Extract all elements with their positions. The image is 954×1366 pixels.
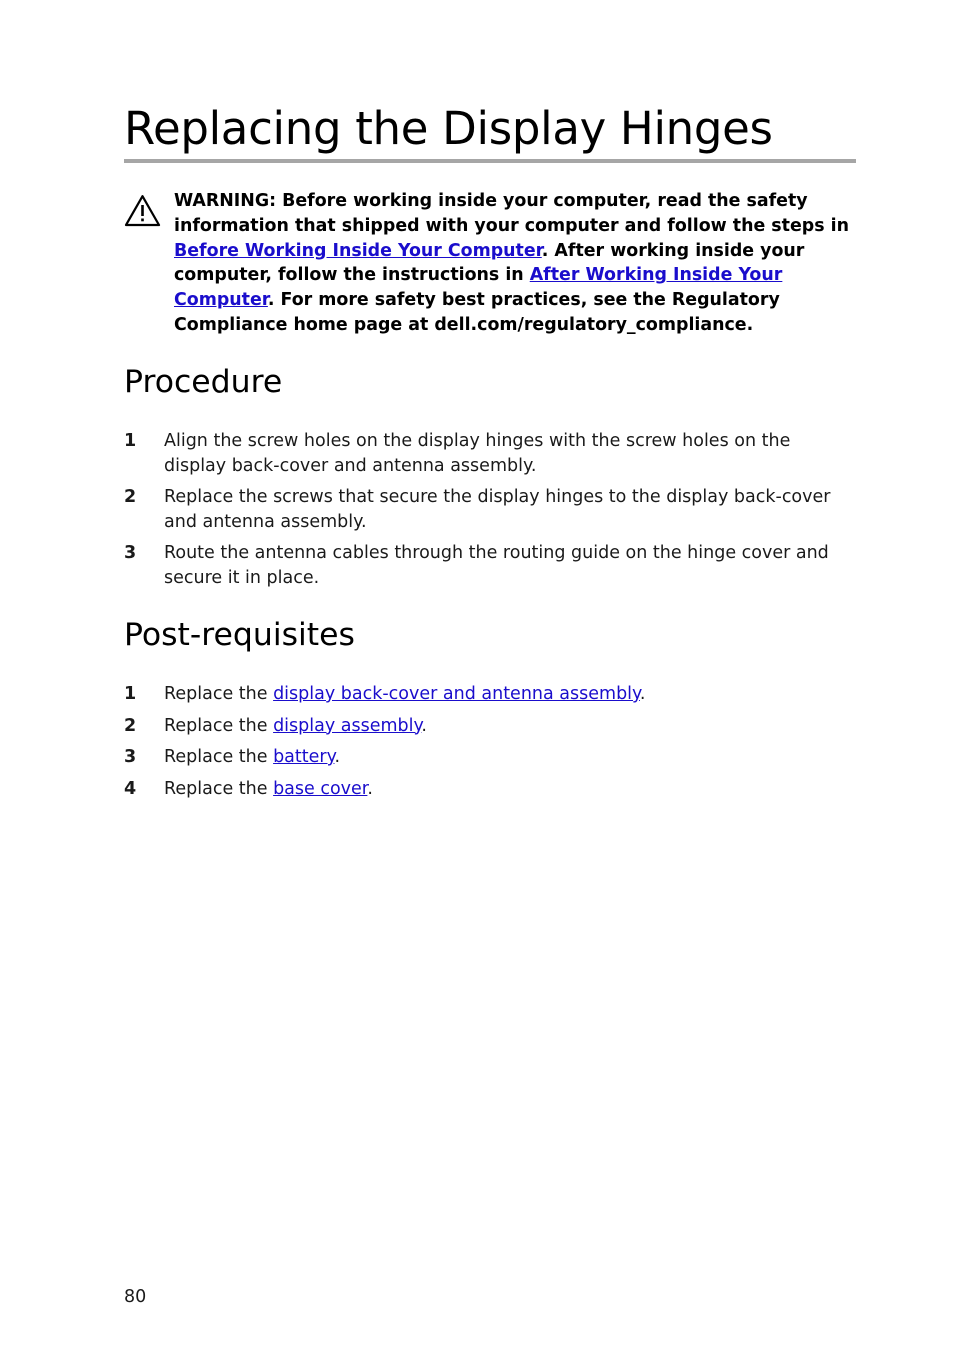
post-requisite-step	[124, 777, 844, 802]
step-text: Align the screw holes on the display hinges with the screw holes on the display back-cover and antenna assembly.	[164, 431, 791, 476]
step-number: 4	[124, 778, 137, 799]
step-number: 1	[124, 684, 137, 704]
step-text: Replace the screws that secure the display hinges to the display back-cover and antenna assembly.	[164, 487, 831, 532]
display-back-cover-link[interactable]: display back-cover and antenna assembly	[273, 684, 640, 704]
step-prefix: Replace the	[164, 778, 274, 799]
step-text: Route the antenna cables through the routing guide on the hinge cover and secure it in place.	[164, 543, 829, 588]
step-prefix: Replace the	[164, 715, 274, 736]
warning-suffix: . For more safety best practices, see the Regulatory Compliance home page at dell.com/regulatory_compliance.	[174, 290, 780, 335]
before-working-link[interactable]: Before Working Inside Your Computer	[174, 240, 542, 261]
post-requisites-heading: Post-requisites	[124, 617, 355, 653]
step-number: 1	[124, 431, 137, 451]
step-suffix: .	[334, 747, 341, 767]
procedure-step	[124, 485, 844, 535]
step-suffix: .	[639, 684, 646, 704]
procedure-list	[124, 429, 844, 597]
page-number: 80	[124, 1287, 147, 1307]
step-suffix: .	[421, 715, 427, 736]
step-number: 3	[124, 747, 137, 767]
step-prefix: Replace the	[164, 747, 274, 767]
after-working-link[interactable]: After Working Inside Your Computer	[174, 265, 783, 311]
procedure-step	[124, 429, 844, 479]
step-number: 2	[124, 487, 137, 507]
step-prefix: Replace the	[164, 684, 274, 704]
step-suffix: .	[367, 778, 373, 799]
warning-text	[174, 189, 854, 338]
procedure-step	[124, 541, 844, 591]
page-title: Replacing the Display Hinges	[124, 102, 773, 155]
post-requisite-step	[124, 714, 844, 739]
procedure-heading: Procedure	[124, 364, 283, 400]
step-number: 2	[124, 715, 137, 736]
step-number: 3	[124, 543, 137, 563]
post-requisite-step	[124, 745, 844, 770]
post-requisite-step	[124, 682, 844, 707]
battery-link[interactable]: battery	[273, 747, 335, 767]
display-assembly-link[interactable]: display assembly	[273, 715, 422, 736]
title-underline-rule	[124, 159, 856, 163]
warning-triangle-icon	[124, 194, 161, 227]
post-requisites-list	[124, 682, 844, 808]
base-cover-link[interactable]: base cover	[273, 778, 368, 799]
warning-prefix: WARNING: Before working inside your computer, read the safety information that shipped with your computer and follow the steps in	[174, 191, 849, 236]
warning-middle: . After working inside your computer, follow the instructions in	[174, 240, 805, 286]
